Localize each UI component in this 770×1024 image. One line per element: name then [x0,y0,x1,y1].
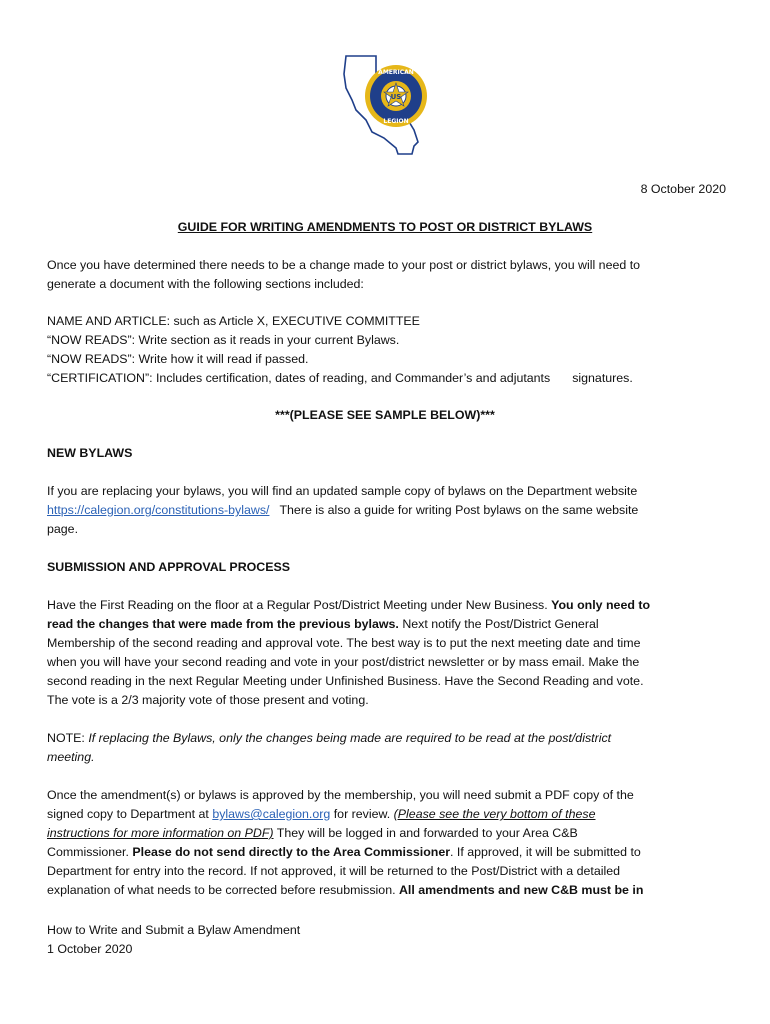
approval-line-2-review: for review. [333,807,391,821]
approval-line-6-text: explanation of what needs to be corrected before resubmission. [47,883,396,897]
sections-item-will-read: “NOW READS”: Write how it will read if passed. [47,352,309,366]
certification-text: “CERTIFICATION”: Includes certification, dates of reading, and Commander’s and adjutants [47,371,551,385]
approval-line-2 [47,805,595,824]
approval-line-6 [47,881,643,900]
document-date: 8 October 2020 [640,182,726,196]
approval-line-1: Once the amendment(s) or bylaws is approved by the membership, you will need submit a PDF copy of the [47,788,634,802]
approval-line-5: Department for entry into the record. If not approved, it will be returned to the Post/District with a detailed [47,864,621,878]
approval-line-3-text: They will be logged in and forwarded to your Area C&B [276,826,578,840]
note-text: If replacing the Bylaws, only the changes being made are required to be read at the post/district [88,731,612,745]
new-bylaws-line-2-text: There is also a guide for writing Post bylaws on the same website [279,503,639,517]
intro-line-1: Once you have determined there needs to be a change made to your post or district bylaws, you will need to [47,258,641,272]
submission-heading: SUBMISSION AND APPROVAL PROCESS [47,560,291,574]
note-line-2: meeting. [47,750,95,764]
sections-item-now-reads: “NOW READS”: Write section as it reads in your current Bylaws. [47,333,400,347]
submission-line-3: Membership of the second reading and approval vote. The best way is to put the next meeting date and time [47,636,641,650]
footer-title: How to Write and Submit a Bylaw Amendment [47,923,301,937]
new-bylaws-line-2 [47,501,638,520]
emblem-bottom-text: LEGION [383,118,409,125]
submission-line-5: second reading in the next Regular Meeting under Unfinished Business. Have the Second Reading and vote. [47,674,644,688]
american-legion-california-logo [338,50,438,160]
see-sample-note: ***(PLEASE SEE SAMPLE BELOW)*** [275,408,495,422]
footer-date: 1 October 2020 [47,942,133,956]
constitutions-bylaws-link[interactable]: https://calegion.org/constitutions-bylaws/ [47,503,270,517]
new-bylaws-heading: NEW BYLAWS [47,446,133,460]
approval-line-4-end: . If approved, it will be submitted to [450,845,641,859]
submission-line-1 [47,596,650,615]
sections-item-name-article: NAME AND ARTICLE: such as Article X, EXECUTIVE COMMITTEE [47,314,420,328]
approval-line-2-italic: (Please see the very bottom of these [393,807,596,821]
approval-line-4-text: Commissioner. [47,845,129,859]
note-line-1 [47,729,611,748]
bylaws-email-link[interactable]: bylaws@calegion.org [212,807,331,821]
new-bylaws-line-1: If you are replacing your bylaws, you will find an updated sample copy of bylaws on the Department website [47,484,638,498]
emblem-center-text: US [390,93,402,101]
submission-line-2-bold: read the changes that were made from the previous bylaws. [47,617,399,631]
approval-line-4-bold: Please do not send directly to the Area Commissioner [132,845,451,859]
submission-line-2 [47,615,599,634]
sections-item-certification [47,369,633,388]
submission-line-4: when you will have your second reading and vote in your post/district newsletter or by mass email. Make the [47,655,640,669]
submission-line-1-bold: You only need to [551,598,651,612]
submission-line-1-text: Have the First Reading on the floor at a Regular Post/District Meeting under New Business. [47,598,548,612]
note-label: NOTE: [47,731,85,745]
submission-line-6: The vote is a 2/3 majority vote of those present and voting. [47,693,369,707]
certification-text-end: signatures. [572,371,633,385]
approval-line-6-bold: All amendments and new C&B must be in [398,883,644,897]
intro-line-2: generate a document with the following sections included: [47,277,364,291]
new-bylaws-line-3: page. [47,522,79,536]
approval-line-3-italic: instructions for more information on PDF) [47,826,274,840]
approval-line-4 [47,843,641,862]
document-title: GUIDE FOR WRITING AMENDMENTS TO POST OR DISTRICT BYLAWS [177,220,593,234]
submission-line-2-text: Next notify the Post/District General [402,617,599,631]
approval-line-3 [47,824,578,843]
approval-line-2-text: signed copy to Department at [47,807,209,821]
emblem-top-text: AMERICAN [378,69,414,76]
